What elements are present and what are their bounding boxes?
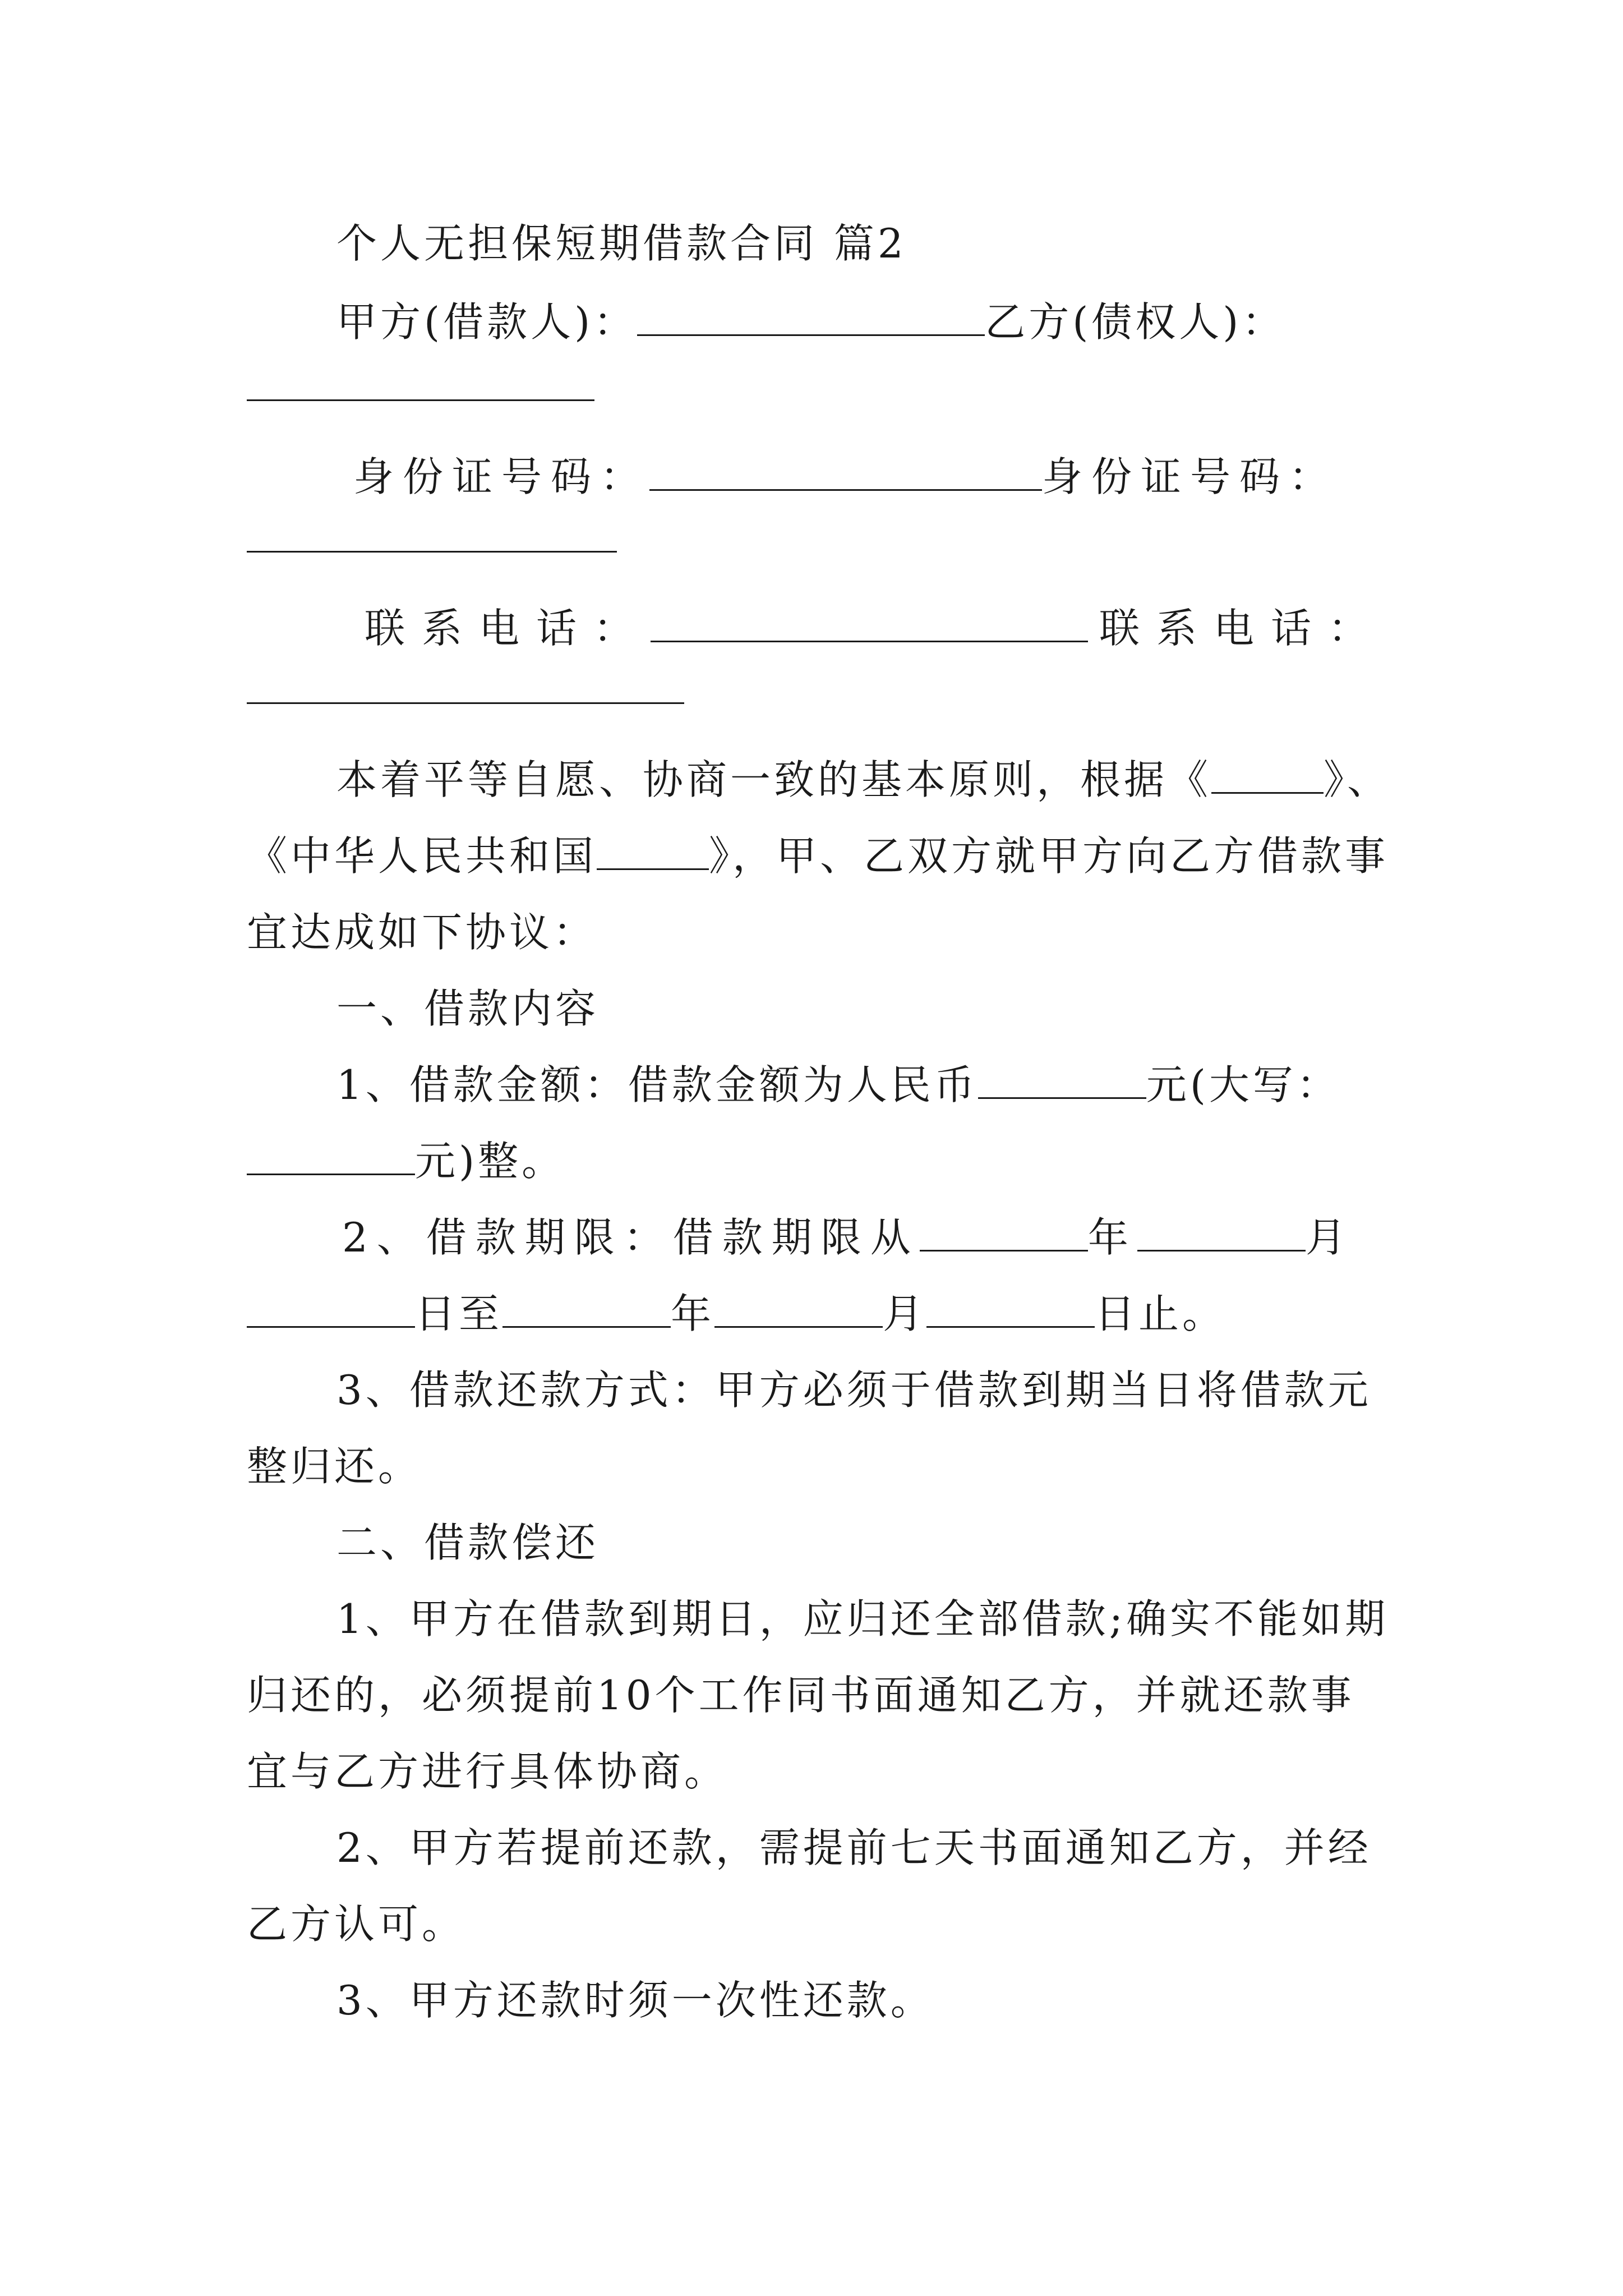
- loan-amount-caps-blank[interactable]: [247, 1138, 415, 1175]
- loan-amount-line: [336, 1057, 1481, 1113]
- loan-term-label: 2、借款期限：借款期限从: [342, 1214, 920, 1261]
- repay-item-2-text-2: 乙方认可。: [247, 1901, 466, 1948]
- term-day-to-label: 日至: [415, 1290, 503, 1337]
- term-start-month-blank[interactable]: [1137, 1214, 1306, 1251]
- loan-term-line-2: [247, 1286, 1391, 1342]
- section-2-heading-text: 二、借款偿还: [336, 1519, 600, 1566]
- preamble-line-3: [247, 904, 1391, 960]
- repay-item-3-line: [336, 1972, 1481, 2028]
- repay-item-2-line-2: [247, 1896, 1391, 1952]
- repay-item-1-line-1: [336, 1591, 1481, 1647]
- repay-item-2-line-1: [336, 1820, 1481, 1876]
- term-month-label: 月: [1305, 1214, 1355, 1261]
- phone-b-blank[interactable]: [247, 666, 684, 704]
- phone-label-a: 联系电话：: [365, 605, 651, 652]
- party-line: [336, 294, 1481, 350]
- id-label-a: 身份证号码：: [353, 453, 650, 500]
- party-a-label: 甲方(借款人)：: [336, 298, 638, 346]
- section-2-heading: [336, 1515, 1481, 1571]
- party-b-blank-line: [247, 359, 1391, 415]
- law-blank-2[interactable]: [597, 832, 709, 870]
- loan-amount-label: 1、借款金额：借款金额为人民币: [336, 1061, 978, 1108]
- preamble-head-2: 《中华人民共和国: [247, 832, 597, 880]
- preamble-line-1: [336, 752, 1481, 808]
- id-line: [353, 449, 1497, 505]
- repayment-method-text: 3、借款还款方式：甲方必须于借款到期当日将借款元: [336, 1366, 1372, 1414]
- loan-term-line: [342, 1209, 1486, 1266]
- law-blank-1[interactable]: [1211, 756, 1324, 794]
- loan-amount-line-2: [247, 1133, 1391, 1189]
- party-b-blank[interactable]: [247, 364, 594, 401]
- repay-item-1-text-2: 归还的，必须提前10个工作同书面通知乙方，并就还款事: [247, 1672, 1355, 1719]
- section-1-heading-text: 一、借款内容: [336, 985, 600, 1032]
- term-end-month-blank[interactable]: [714, 1290, 883, 1328]
- term-month2-label: 月: [883, 1290, 927, 1337]
- term-start-year-blank[interactable]: [920, 1214, 1088, 1251]
- party-b-label: 乙方(债权人)：: [985, 298, 1286, 346]
- term-end-day-blank[interactable]: [926, 1290, 1095, 1328]
- id-b-blank[interactable]: [247, 515, 617, 553]
- repayment-method-line: [336, 1362, 1481, 1418]
- preamble-tail-1: 》、: [1324, 756, 1391, 803]
- preamble-text-1: 本着平等自愿、协商一致的基本原则，根据《: [336, 756, 1212, 803]
- repayment-method-line-2: [247, 1438, 1391, 1494]
- preamble-tail-2: 》，甲、乙双方就甲方向乙方借款事: [709, 832, 1389, 880]
- preamble-line-2: [247, 828, 1391, 884]
- section-1-heading: [336, 981, 1481, 1037]
- title-text: 个人无担保短期借款合同 篇2: [336, 220, 907, 267]
- loan-amount-end: 元)整。: [415, 1138, 566, 1185]
- repayment-method-text-2: 整归还。: [247, 1443, 422, 1490]
- term-year2-label: 年: [671, 1290, 715, 1337]
- repay-item-1-line-3: [247, 1743, 1391, 1800]
- term-end-year-blank[interactable]: [502, 1290, 671, 1328]
- phone-a-blank[interactable]: [651, 605, 1088, 642]
- id-label-b: 身份证号码：: [1042, 453, 1339, 500]
- party-a-blank[interactable]: [637, 298, 985, 336]
- phone-label-b: 联系电话：: [1099, 605, 1386, 652]
- preamble-text-3: 宜达成如下协议：: [247, 909, 597, 956]
- term-year-label: 年: [1087, 1214, 1137, 1261]
- phone-b-blank-line: [247, 662, 1391, 718]
- document-title: [336, 215, 1481, 272]
- id-b-blank-line: [247, 510, 1391, 567]
- id-a-blank[interactable]: [649, 453, 1042, 491]
- repay-item-1-line-2: [247, 1667, 1391, 1723]
- repay-item-3-text: 3、甲方还款时须一次性还款。: [336, 1977, 934, 2024]
- repay-item-1-text-3: 宜与乙方进行具体协商。: [247, 1748, 728, 1795]
- repay-item-1-text-1: 1、甲方在借款到期日，应归还全部借款;确实不能如期: [336, 1595, 1389, 1642]
- loan-amount-caps-label: 元(大写：: [1146, 1061, 1340, 1108]
- loan-amount-blank[interactable]: [978, 1061, 1146, 1099]
- repay-item-2-text-1: 2、甲方若提前还款，需提前七天书面通知乙方，并经: [336, 1824, 1372, 1871]
- term-start-day-blank[interactable]: [247, 1290, 415, 1328]
- term-end-label: 日止。: [1095, 1290, 1227, 1337]
- phone-line: [365, 600, 1509, 656]
